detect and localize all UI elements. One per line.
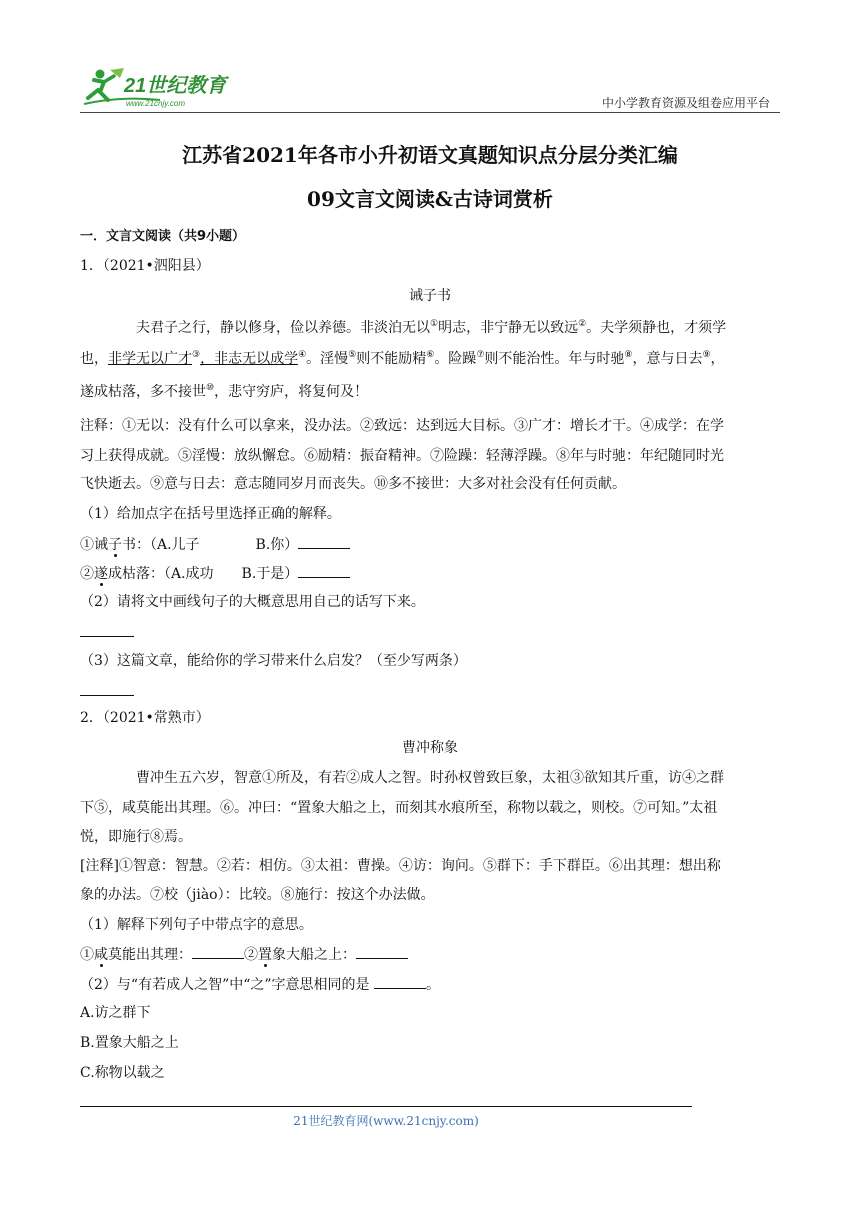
- q1-note-line3: 飞快逝去。⑨意与日去：意志随同岁月而丧失。⑩多不接世：大多对社会没有任何贡献。: [80, 476, 626, 492]
- header-rule: [80, 112, 780, 113]
- q1-note-line1: 注释：①无以：没有什么可以拿来，没办法。②致远：达到远大目标。③广才：增长才干。④成学：在学: [80, 418, 724, 434]
- q1-passage-line1: 夫君子之行，静以修身，俭以养德。非淡泊无以①明志，非宁静无以致远②。夫学须静也，才须学: [136, 319, 727, 336]
- dotted-char: 子: [108, 537, 122, 553]
- q1-sub1: （1）给加点字在括号里选择正确的解释。: [80, 506, 341, 522]
- q2-option-a: A.访之群下: [80, 1005, 151, 1021]
- q1-passage-title: 诫子书: [409, 288, 451, 304]
- q1-option2: ②遂成枯落：（A.成功 B.于是）: [80, 563, 350, 584]
- q2-passage-line1: 曹冲生五六岁，智意①所及，有若②成人之智。时孙权曾致巨象，太祖③欲知其斤重，访④之群: [136, 770, 724, 786]
- footer-rule: [80, 1106, 692, 1107]
- q1-note-line2: 习上获得成就。⑤淫慢：放纵懈怠。⑥励精：振奋精神。⑦险躁：轻薄浮躁。⑧年与时驰：年纪随同时光: [80, 448, 724, 464]
- answer-blank[interactable]: [356, 944, 408, 959]
- q2-option-c: C.称物以载之: [80, 1065, 165, 1081]
- q2-passage-line3: 悦，即施行⑧焉。: [80, 829, 192, 845]
- q2-note-line2: 象的办法。⑦校（jiào）：比较。⑧施行：按这个办法做。: [80, 887, 435, 903]
- answer-blank[interactable]: [298, 534, 350, 549]
- q1-passage-line3: 遂成枯落，多不接世⑩，悲守穷庐，将复何及！: [80, 383, 369, 400]
- svg-text:www.21cnjy.com: www.21cnjy.com: [126, 99, 185, 108]
- answer-blank[interactable]: [298, 563, 350, 578]
- doc-title-line2: 09文言文阅读&古诗词赏析: [307, 187, 553, 211]
- answer-line[interactable]: [80, 636, 134, 637]
- dotted-char: 咸: [94, 947, 108, 963]
- 21cnjy-logo: [80, 66, 260, 110]
- q2-option-b: B.置象大船之上: [80, 1035, 179, 1051]
- q2-fill-row: ①咸莫能出其理： ②置象大船之上：: [80, 944, 408, 965]
- q2-sub1: （1）解释下列句子中带点字的意思。: [80, 917, 313, 933]
- dotted-char: 置: [258, 947, 272, 963]
- platform-label: 中小学教育资源及组卷应用平台: [601, 96, 770, 110]
- section-heading: 一．文言文阅读（共9小题）: [80, 229, 246, 244]
- underlined-sentence-part1: 非学无以广才: [108, 351, 192, 367]
- q1-sub2: （2）请将文中画线句子的大概意思用自己的话写下来。: [80, 594, 425, 610]
- dotted-char: 遂: [94, 566, 108, 582]
- q2-passage-title: 曹冲称象: [402, 740, 458, 756]
- answer-blank[interactable]: [374, 974, 426, 989]
- q2-note-line1: [注释]①智意：智慧。②若：相仿。③太祖：曹操。④访：询问。⑤群下：手下群臣。⑥出其理：想出称: [80, 858, 721, 874]
- q1-source: 1．（2021•泗阳县）: [80, 258, 210, 274]
- footer-source: 21世纪教育网(www.21cnjy.com): [293, 1114, 479, 1128]
- q2-passage-line2: 下⑤，咸莫能出其理。⑥。冲曰：“置象大船之上，而刻其水痕所至，称物以载之，则校。⑦可知。”太祖: [80, 800, 718, 816]
- svg-text:21世纪教育: 21世纪教育: [124, 75, 227, 97]
- q1-option1: ①诫子书：（A.儿子 B.你）: [80, 534, 350, 555]
- q2-sub2: （2）与“有若成人之智”中“之”字意思相同的是 。: [80, 974, 440, 995]
- doc-title-line1: 江苏省2021年各市小升初语文真题知识点分层分类汇编: [182, 143, 678, 167]
- answer-line[interactable]: [80, 695, 134, 696]
- q1-sub3: （3）这篇文章，能给你的学习带来什么启发？（至少写两条）: [80, 653, 467, 669]
- q2-source: 2．（2021•常熟市）: [80, 710, 210, 726]
- q1-passage-line2: 也，非学无以广才③，非志无以成学④。淫慢⑤则不能励精⑥。险躁⑦则不能治性。年与时驰⑧，意与日去⑨，: [80, 350, 725, 367]
- underlined-sentence-part2: ，非志无以成学: [200, 351, 299, 367]
- answer-blank[interactable]: [192, 944, 244, 959]
- page-header: [80, 66, 780, 114]
